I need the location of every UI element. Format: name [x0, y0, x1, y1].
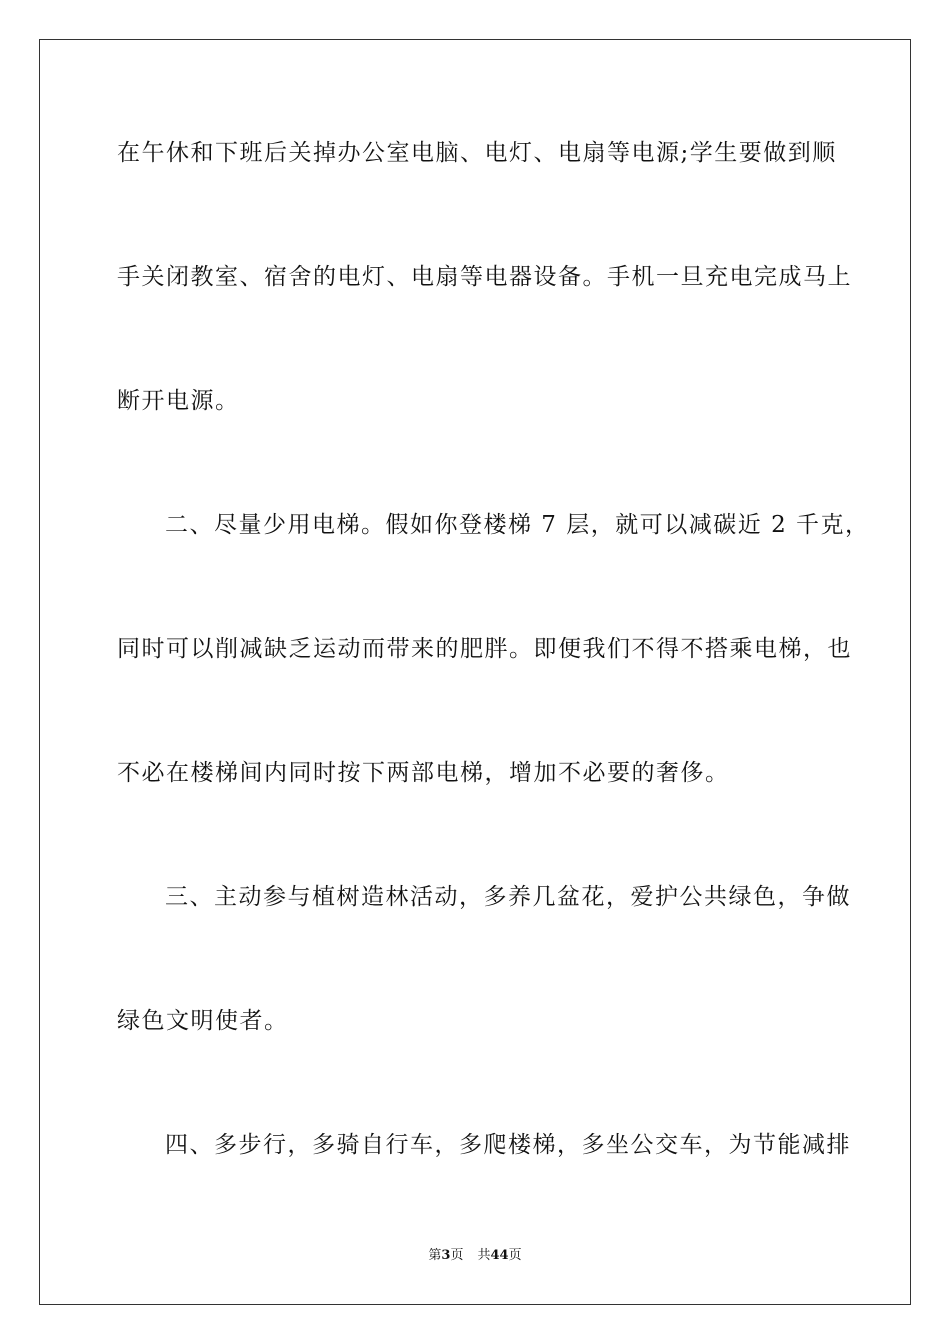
text-line: 三、主动参与植树造林活动，多养几盆花，爱护公共绿色，争做	[165, 884, 851, 910]
text-line: 在午休和下班后关掉办公室电脑、电灯、电扇等电源;学生要做到顺	[117, 140, 837, 166]
text-line: 四、多步行，多骑自行车，多爬楼梯，多坐公交车，为节能减排	[165, 1132, 851, 1158]
page-number: 3	[441, 1248, 451, 1263]
total-pages: 44	[490, 1248, 509, 1263]
text-line: 断开电源。	[117, 388, 240, 414]
text-line: 同时可以削减缺乏运动而带来的肥胖。即便我们不得不搭乘电梯，也	[117, 636, 852, 662]
total-suffix: 页	[508, 1248, 522, 1263]
text-line: 不必在楼梯间内同时按下两部电梯，增加不必要的奢侈。	[117, 760, 730, 786]
page-prefix: 第	[428, 1248, 442, 1263]
text-line: 手关闭教室、宿舍的电灯、电扇等电器设备。手机一旦充电完成马上	[117, 264, 852, 290]
page-suffix: 页	[450, 1248, 464, 1263]
page-frame	[39, 39, 911, 1305]
page-footer	[0, 1248, 950, 1264]
text-line: 二、尽量少用电梯。假如你登楼梯 7 层，就可以减碳近 2 千克，	[165, 512, 870, 538]
total-prefix: 共	[477, 1248, 491, 1263]
text-line: 绿色文明使者。	[117, 1008, 289, 1034]
